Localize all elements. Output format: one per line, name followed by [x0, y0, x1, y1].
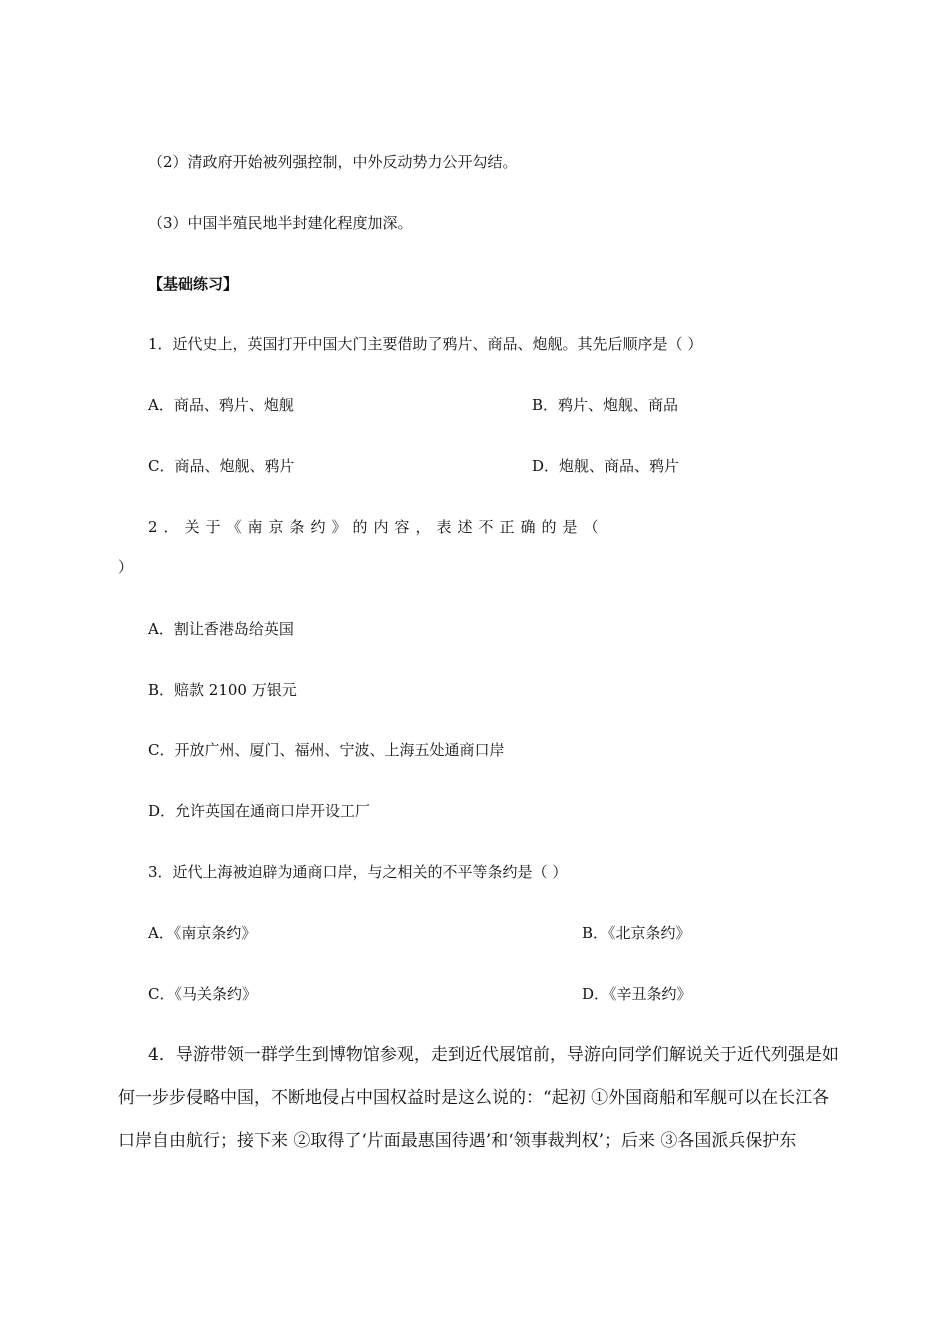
q4-line3: 口岸自由航行；接下来 ②取得了‘片面最惠国待遇’和‘领事裁判权’；后来 ③各国派兵保护东	[118, 1131, 797, 1151]
point-2: （2）清政府开始被列强控制，中外反动势力公开勾结。	[148, 153, 518, 171]
section-heading: 【基础练习】	[148, 275, 239, 293]
q1-option-d: D．炮舰、商品、鸦片	[532, 457, 680, 475]
q2-option-d: D．允许英国在通商口岸开设工厂	[148, 802, 371, 820]
q1-option-c: C．商品、炮舰、鸦片	[148, 457, 295, 475]
q2-option-b: B．赔款 2100 万银元	[148, 681, 297, 699]
q2-stem-line1: 2．关于《南京条约》的内容，表述不正确的是（	[148, 518, 605, 536]
q4-line1: 4．导游带领一群学生到博物馆参观，走到近代展馆前，导游向同学们解说关于近代列强是如	[148, 1045, 839, 1065]
q3-option-c: C．《马关条约》	[148, 985, 257, 1003]
q3-option-b: B．《北京条约》	[582, 924, 691, 942]
q2-stem-line2: ）	[118, 558, 134, 576]
q1-option-a: A．商品、鸦片、炮舰	[148, 396, 294, 414]
q4-line2: 何一步步侵略中国，不断地侵占中国权益时是这么说的：“起初 ①外国商船和军舰可以在长江各	[118, 1088, 830, 1108]
q2-option-a: A．割让香港岛给英国	[148, 620, 294, 638]
q3-option-d: D．《辛丑条约》	[582, 985, 692, 1003]
q3-option-a: A．《南京条约》	[148, 924, 257, 942]
q2-option-c: C．开放广州、厦门、福州、宁波、上海五处通商口岸	[148, 741, 505, 759]
q3-stem: 3．近代上海被迫辟为通商口岸，与之相关的不平等条约是（ ）	[148, 863, 568, 881]
q1-option-b: B．鸦片、炮舰、商品	[532, 396, 679, 414]
q1-stem: 1．近代史上，英国打开中国大门主要借助了鸦片、商品、炮舰。其先后顺序是（ ）	[148, 335, 703, 353]
point-3: （3）中国半殖民地半封建化程度加深。	[148, 214, 413, 232]
